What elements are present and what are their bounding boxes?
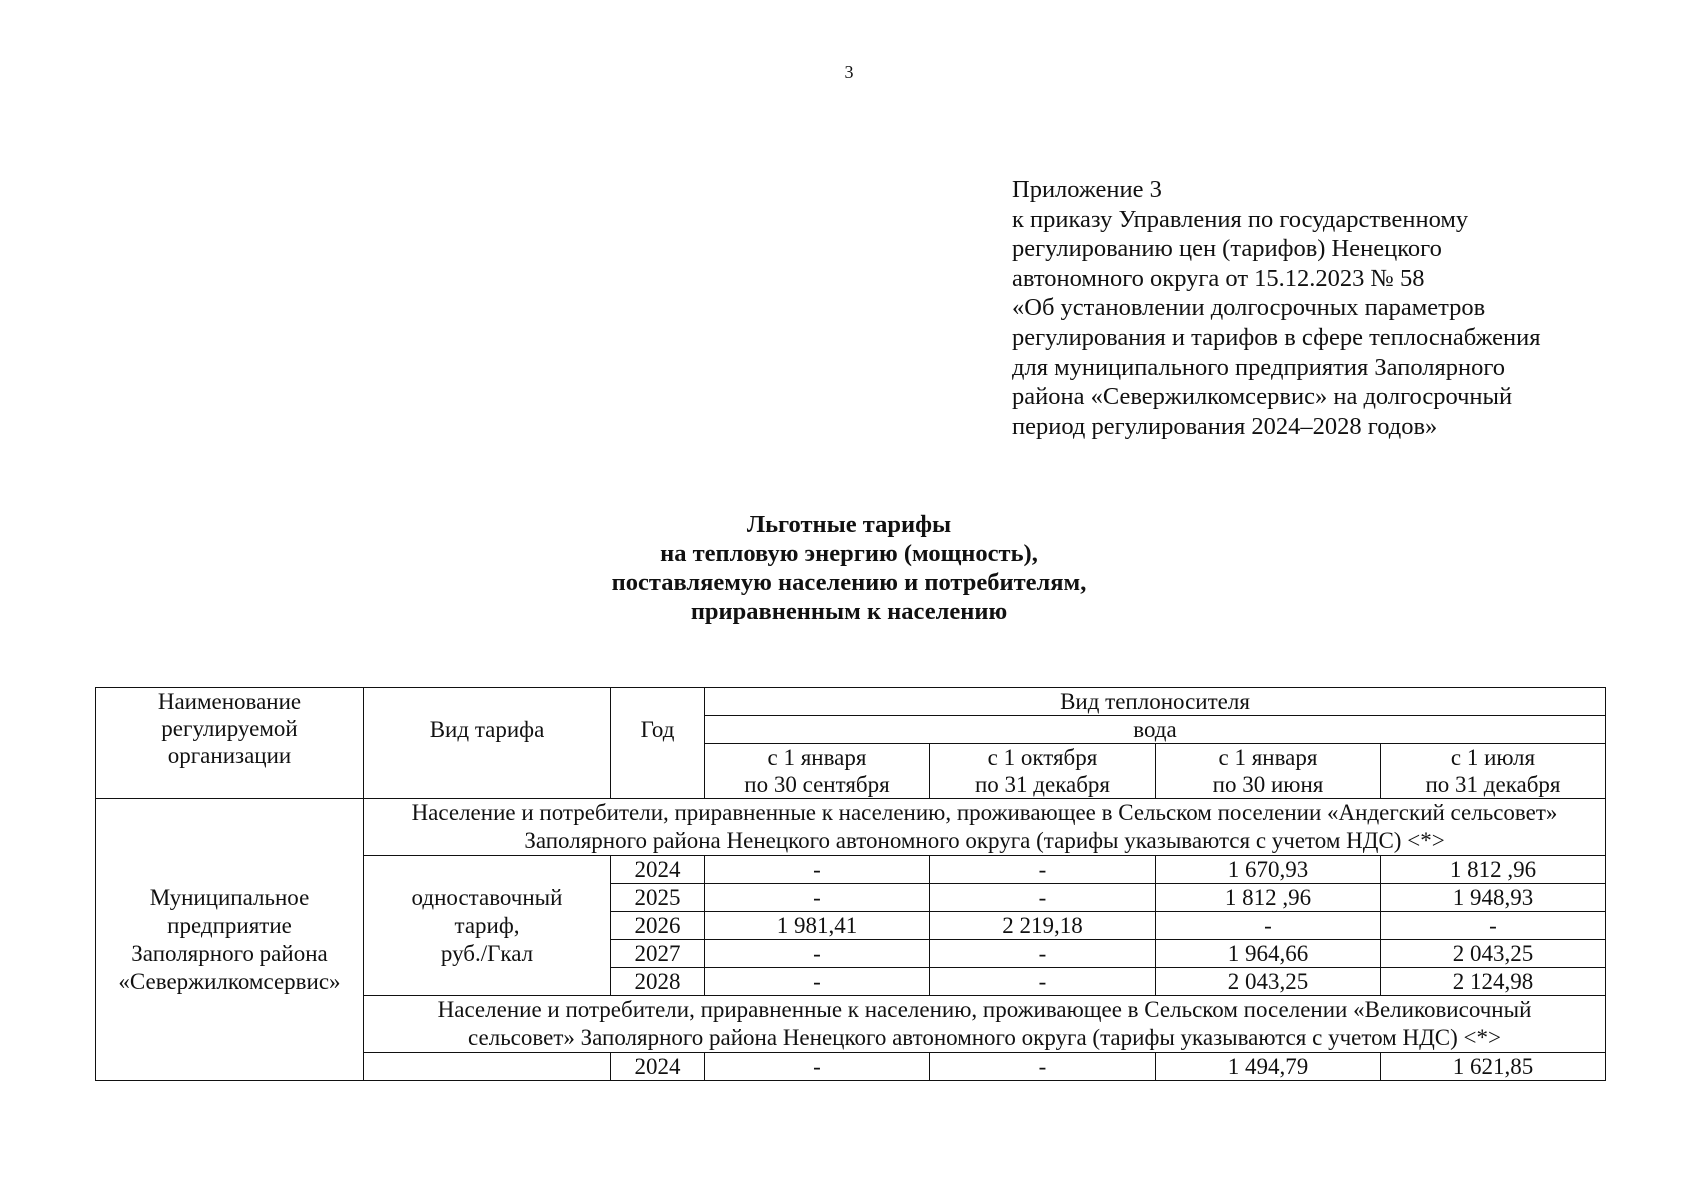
value-cell: - xyxy=(705,884,930,912)
value-cell: - xyxy=(705,856,930,884)
value-cell: - xyxy=(930,884,1156,912)
value-cell: 2 124,98 xyxy=(1381,968,1606,996)
year-cell: 2027 xyxy=(611,940,705,968)
organization-line: Заполярного района xyxy=(131,940,328,966)
value-cell: 2 043,25 xyxy=(1156,968,1381,996)
value-cell: 1 964,66 xyxy=(1156,940,1381,968)
header-org-line: организации xyxy=(167,743,292,768)
value-cell: - xyxy=(705,968,930,996)
value-cell: - xyxy=(705,940,930,968)
appendix-line: района «Севержилкомсервис» на долгосрочный xyxy=(1012,383,1513,411)
year-cell: 2024 xyxy=(611,1053,705,1081)
section-row xyxy=(96,799,1606,856)
page-number: 3 xyxy=(844,62,854,82)
section-heading-line: Заполярного района Ненецкого автономного округа (тарифы указываются с учетом НДС) <*> xyxy=(524,828,1445,853)
year-cell: 2025 xyxy=(611,884,705,912)
period-end: по 30 сентября xyxy=(744,772,890,797)
value-cell: 1 621,85 xyxy=(1381,1053,1606,1081)
header-row xyxy=(96,688,1606,716)
value-cell: 1 812 ,96 xyxy=(1381,856,1606,884)
period-end: по 30 июня xyxy=(1212,772,1324,797)
value-cell: 1 812 ,96 xyxy=(1156,884,1381,912)
tariff-type-line: одноставочный xyxy=(411,884,563,910)
value-cell: - xyxy=(930,1053,1156,1081)
value-cell: - xyxy=(1381,912,1606,940)
value-cell: 1 981,41 xyxy=(705,912,930,940)
period-start: с 1 октября xyxy=(987,745,1098,770)
organization-name xyxy=(96,799,364,1081)
header-carrier-type: Вид теплоносителя xyxy=(705,688,1606,716)
period-start: с 1 января xyxy=(1218,745,1318,770)
section-heading-line: Население и потребители, приравненные к населению, проживающее в Сельском поселении «Великовисочный xyxy=(437,997,1532,1022)
year-cell: 2026 xyxy=(611,912,705,940)
tariff-table xyxy=(95,687,1606,1081)
title-line: Льготные тарифы xyxy=(746,511,952,538)
section-heading xyxy=(364,799,1606,856)
tariff-type-line: руб./Гкал xyxy=(440,940,534,966)
appendix-line: период регулирования 2024–2028 годов» xyxy=(1012,412,1438,440)
document-title xyxy=(0,510,1698,626)
period-end: по 31 декабря xyxy=(974,772,1111,797)
value-cell: - xyxy=(930,856,1156,884)
appendix-line: регулированию цен (тарифов) Ненецкого xyxy=(1012,235,1442,263)
tariff-type-cell xyxy=(364,856,611,996)
header-tariff-type: Вид тарифа xyxy=(364,688,611,799)
tariff-type-line: тариф, xyxy=(454,912,520,938)
organization-line: «Севержилкомсервис» xyxy=(118,968,341,994)
title-line: приравненным к населению xyxy=(690,598,1008,625)
value-cell: 1 494,79 xyxy=(1156,1053,1381,1081)
value-cell: - xyxy=(930,968,1156,996)
title-line: на тепловую энергию (мощность), xyxy=(660,540,1038,567)
section-heading xyxy=(364,996,1606,1053)
appendix-line: «Об установлении долгосрочных параметров xyxy=(1012,294,1486,322)
section-heading-line: сельсовет» Заполярного района Ненецкого автономного округа (тарифы указываются с учетом НДС) <*> xyxy=(468,1025,1501,1050)
value-cell: 1 670,93 xyxy=(1156,856,1381,884)
header-carrier: вода xyxy=(705,716,1606,744)
organization-line: Муниципальное xyxy=(149,884,310,910)
year-cell: 2024 xyxy=(611,856,705,884)
header-period xyxy=(705,744,930,799)
title-line: поставляемую населению и потребителям, xyxy=(611,569,1087,596)
period-start: с 1 июля xyxy=(1450,745,1536,770)
appendix-line: для муниципального предприятия Заполярного xyxy=(1012,353,1506,381)
value-cell: - xyxy=(930,940,1156,968)
tariff-type-cell xyxy=(364,1053,611,1081)
appendix-line: регулирования и тарифов в сфере теплоснабжения xyxy=(1012,323,1541,351)
value-cell: - xyxy=(705,1053,930,1081)
appendix-line: автономного округа от 15.12.2023 № 58 xyxy=(1012,264,1425,292)
header-period xyxy=(1381,744,1606,799)
period-end: по 31 декабря xyxy=(1425,772,1561,797)
header-period xyxy=(930,744,1156,799)
header-org-line: регулируемой xyxy=(161,716,298,741)
year-cell: 2028 xyxy=(611,968,705,996)
header-org xyxy=(96,688,364,799)
value-cell: - xyxy=(1156,912,1381,940)
appendix-line: к приказу Управления по государственному xyxy=(1012,205,1469,233)
appendix-line: Приложение 3 xyxy=(1012,176,1162,203)
organization-line: предприятие xyxy=(167,912,292,938)
header-year: Год xyxy=(611,688,705,799)
header-period xyxy=(1156,744,1381,799)
value-cell: 1 948,93 xyxy=(1381,884,1606,912)
header-org-line: Наименование xyxy=(157,689,302,714)
section-heading-line: Население и потребители, приравненные к населению, проживающее в Сельском поселении «Андегский сельсовет» xyxy=(411,800,1558,825)
value-cell: 2 043,25 xyxy=(1381,940,1606,968)
period-start: с 1 января xyxy=(767,745,867,770)
value-cell: 2 219,18 xyxy=(930,912,1156,940)
appendix-reference xyxy=(1012,175,1652,441)
